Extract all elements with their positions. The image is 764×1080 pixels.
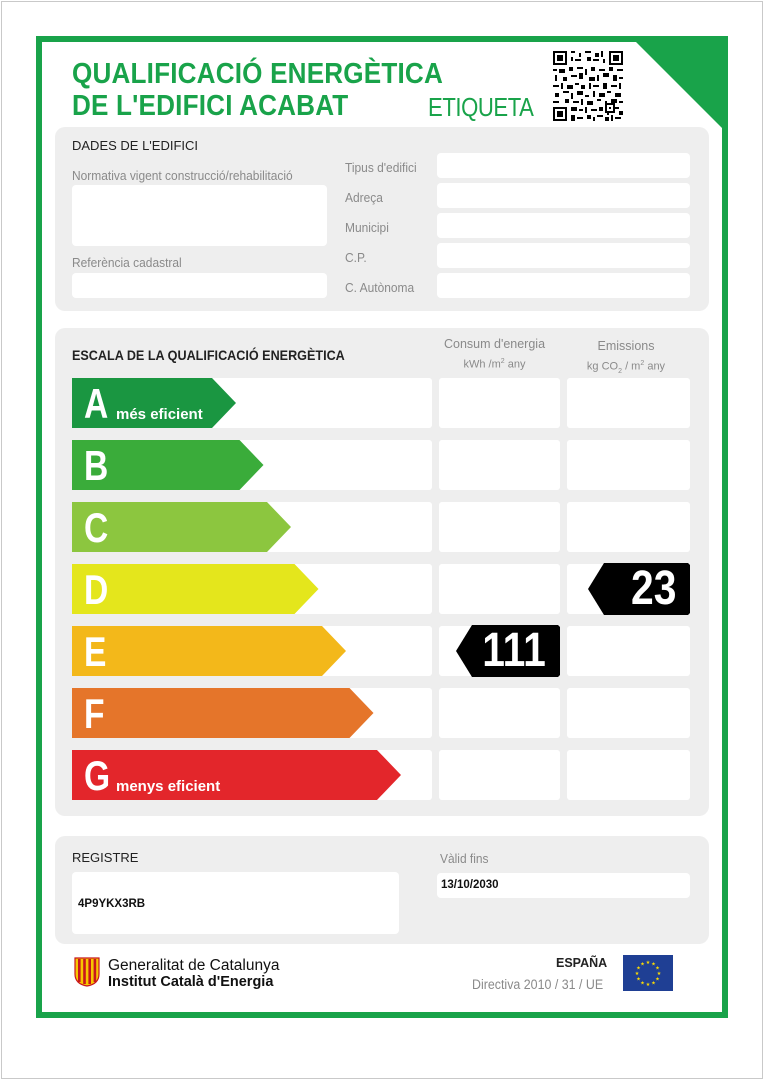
energy-column-unit: kWh $/m^2$ any (463, 358, 526, 371)
rating-scale-heading: ESCALA DE LA QUALIFICACIÓ ENERGÈTICA (72, 347, 345, 363)
emissions-indicator-value: 23 (630, 562, 676, 615)
emissions-cell-f (567, 688, 690, 738)
rating-bar-e (72, 626, 346, 676)
postal-code-field[interactable] (437, 243, 690, 268)
catalonia-emblem-icon (74, 957, 100, 987)
emissions-column-header (566, 337, 686, 381)
svg-text:★: ★ (655, 965, 660, 972)
rating-bar-a (72, 378, 236, 428)
emissions-column-title: Emissions (597, 339, 655, 353)
svg-text:★: ★ (645, 982, 651, 988)
rating-bar-shape (72, 626, 346, 676)
emissions-indicator (588, 563, 690, 615)
svg-text:★: ★ (651, 961, 656, 968)
corner-fold (636, 42, 722, 128)
label-word: ETIQUETA (428, 92, 534, 122)
energy-cell-d (439, 564, 560, 614)
eu-flag-icon (623, 955, 673, 991)
rating-description: més eficient (116, 406, 203, 423)
rating-bar-shape (72, 688, 374, 738)
building-type-field[interactable] (437, 153, 690, 178)
rating-bar-f (72, 688, 374, 738)
emissions-cell-e (567, 626, 690, 676)
autonomous-community-label: C. Autònoma (345, 280, 415, 295)
emissions-column-unit: kg $CO_2 / m^2$ any (586, 360, 666, 375)
regulation-label: Normativa vigent construcció/rehabilitació (72, 168, 293, 183)
autonomous-community-field[interactable] (437, 273, 690, 298)
emissions-cell-a (567, 378, 690, 428)
svg-text:★: ★ (634, 971, 640, 977)
rating-letter: C (84, 504, 109, 551)
cadastral-label: Referència cadastral (72, 255, 182, 270)
title-line-2: DE L'EDIFICI ACABAT (72, 90, 349, 122)
rating-bar-shape (72, 564, 319, 614)
energy-cell-c (439, 502, 560, 552)
svg-text:★: ★ (651, 980, 656, 987)
registry-code: 4P9YKX3RB (78, 898, 146, 910)
rating-letter: A (84, 380, 109, 427)
institute-name: Institut Català d'Energia (108, 974, 274, 990)
svg-text:★: ★ (636, 965, 641, 972)
building-type-label: Tipus d'edifici (345, 160, 417, 175)
directive-label: Directiva 2010 / 31 / UE (472, 977, 604, 992)
title-line-1: QUALIFICACIÓ ENERGÈTICA (72, 58, 443, 90)
valid-until-date: 13/10/2030 (441, 879, 499, 891)
municipality-field[interactable] (437, 213, 690, 238)
rating-description: menys eficient (116, 778, 221, 795)
energy-column-title: Consum d'energia (443, 337, 546, 351)
energy-indicator-value: 111 (482, 624, 546, 677)
svg-text:★: ★ (636, 976, 641, 983)
rating-letter: D (84, 566, 109, 613)
rating-bar-d (72, 564, 319, 614)
svg-text:★: ★ (656, 971, 662, 977)
building-data-heading: DADES DE L'EDIFICI (72, 138, 199, 153)
energy-cell-a (439, 378, 560, 428)
emissions-cell-g (567, 750, 690, 800)
valid-until-label: Vàlid fins (440, 851, 489, 866)
rating-letter: E (84, 628, 107, 675)
rating-letter: B (84, 442, 109, 489)
rating-letter: G (84, 752, 111, 799)
svg-text:★: ★ (655, 976, 660, 983)
organization-name: Generalitat de Catalunya (108, 957, 280, 974)
svg-text:★: ★ (640, 961, 645, 968)
municipality-label: Municipi (345, 220, 389, 235)
country-label: ESPAÑA (556, 956, 608, 970)
rating-bar-g (72, 750, 401, 800)
address-label: Adreça (345, 190, 383, 205)
registry-heading: REGISTRE (72, 850, 139, 865)
energy-cell-b (439, 440, 560, 490)
regulation-field[interactable] (72, 185, 327, 246)
energy-cell-g (439, 750, 560, 800)
rating-letter: F (84, 690, 105, 737)
cadastral-field[interactable] (72, 273, 327, 298)
emissions-cell-b (567, 440, 690, 490)
address-field[interactable] (437, 183, 690, 208)
qr-code-icon[interactable] (553, 51, 623, 121)
postal-code-label: C.P. (345, 250, 367, 265)
energy-indicator (456, 625, 560, 677)
rating-bar-b (72, 440, 264, 490)
emissions-cell-c (567, 502, 690, 552)
energy-column-header (437, 335, 552, 374)
svg-text:★: ★ (640, 980, 645, 987)
svg-text:★: ★ (645, 960, 651, 966)
energy-cell-f (439, 688, 560, 738)
rating-bar-c (72, 502, 291, 552)
